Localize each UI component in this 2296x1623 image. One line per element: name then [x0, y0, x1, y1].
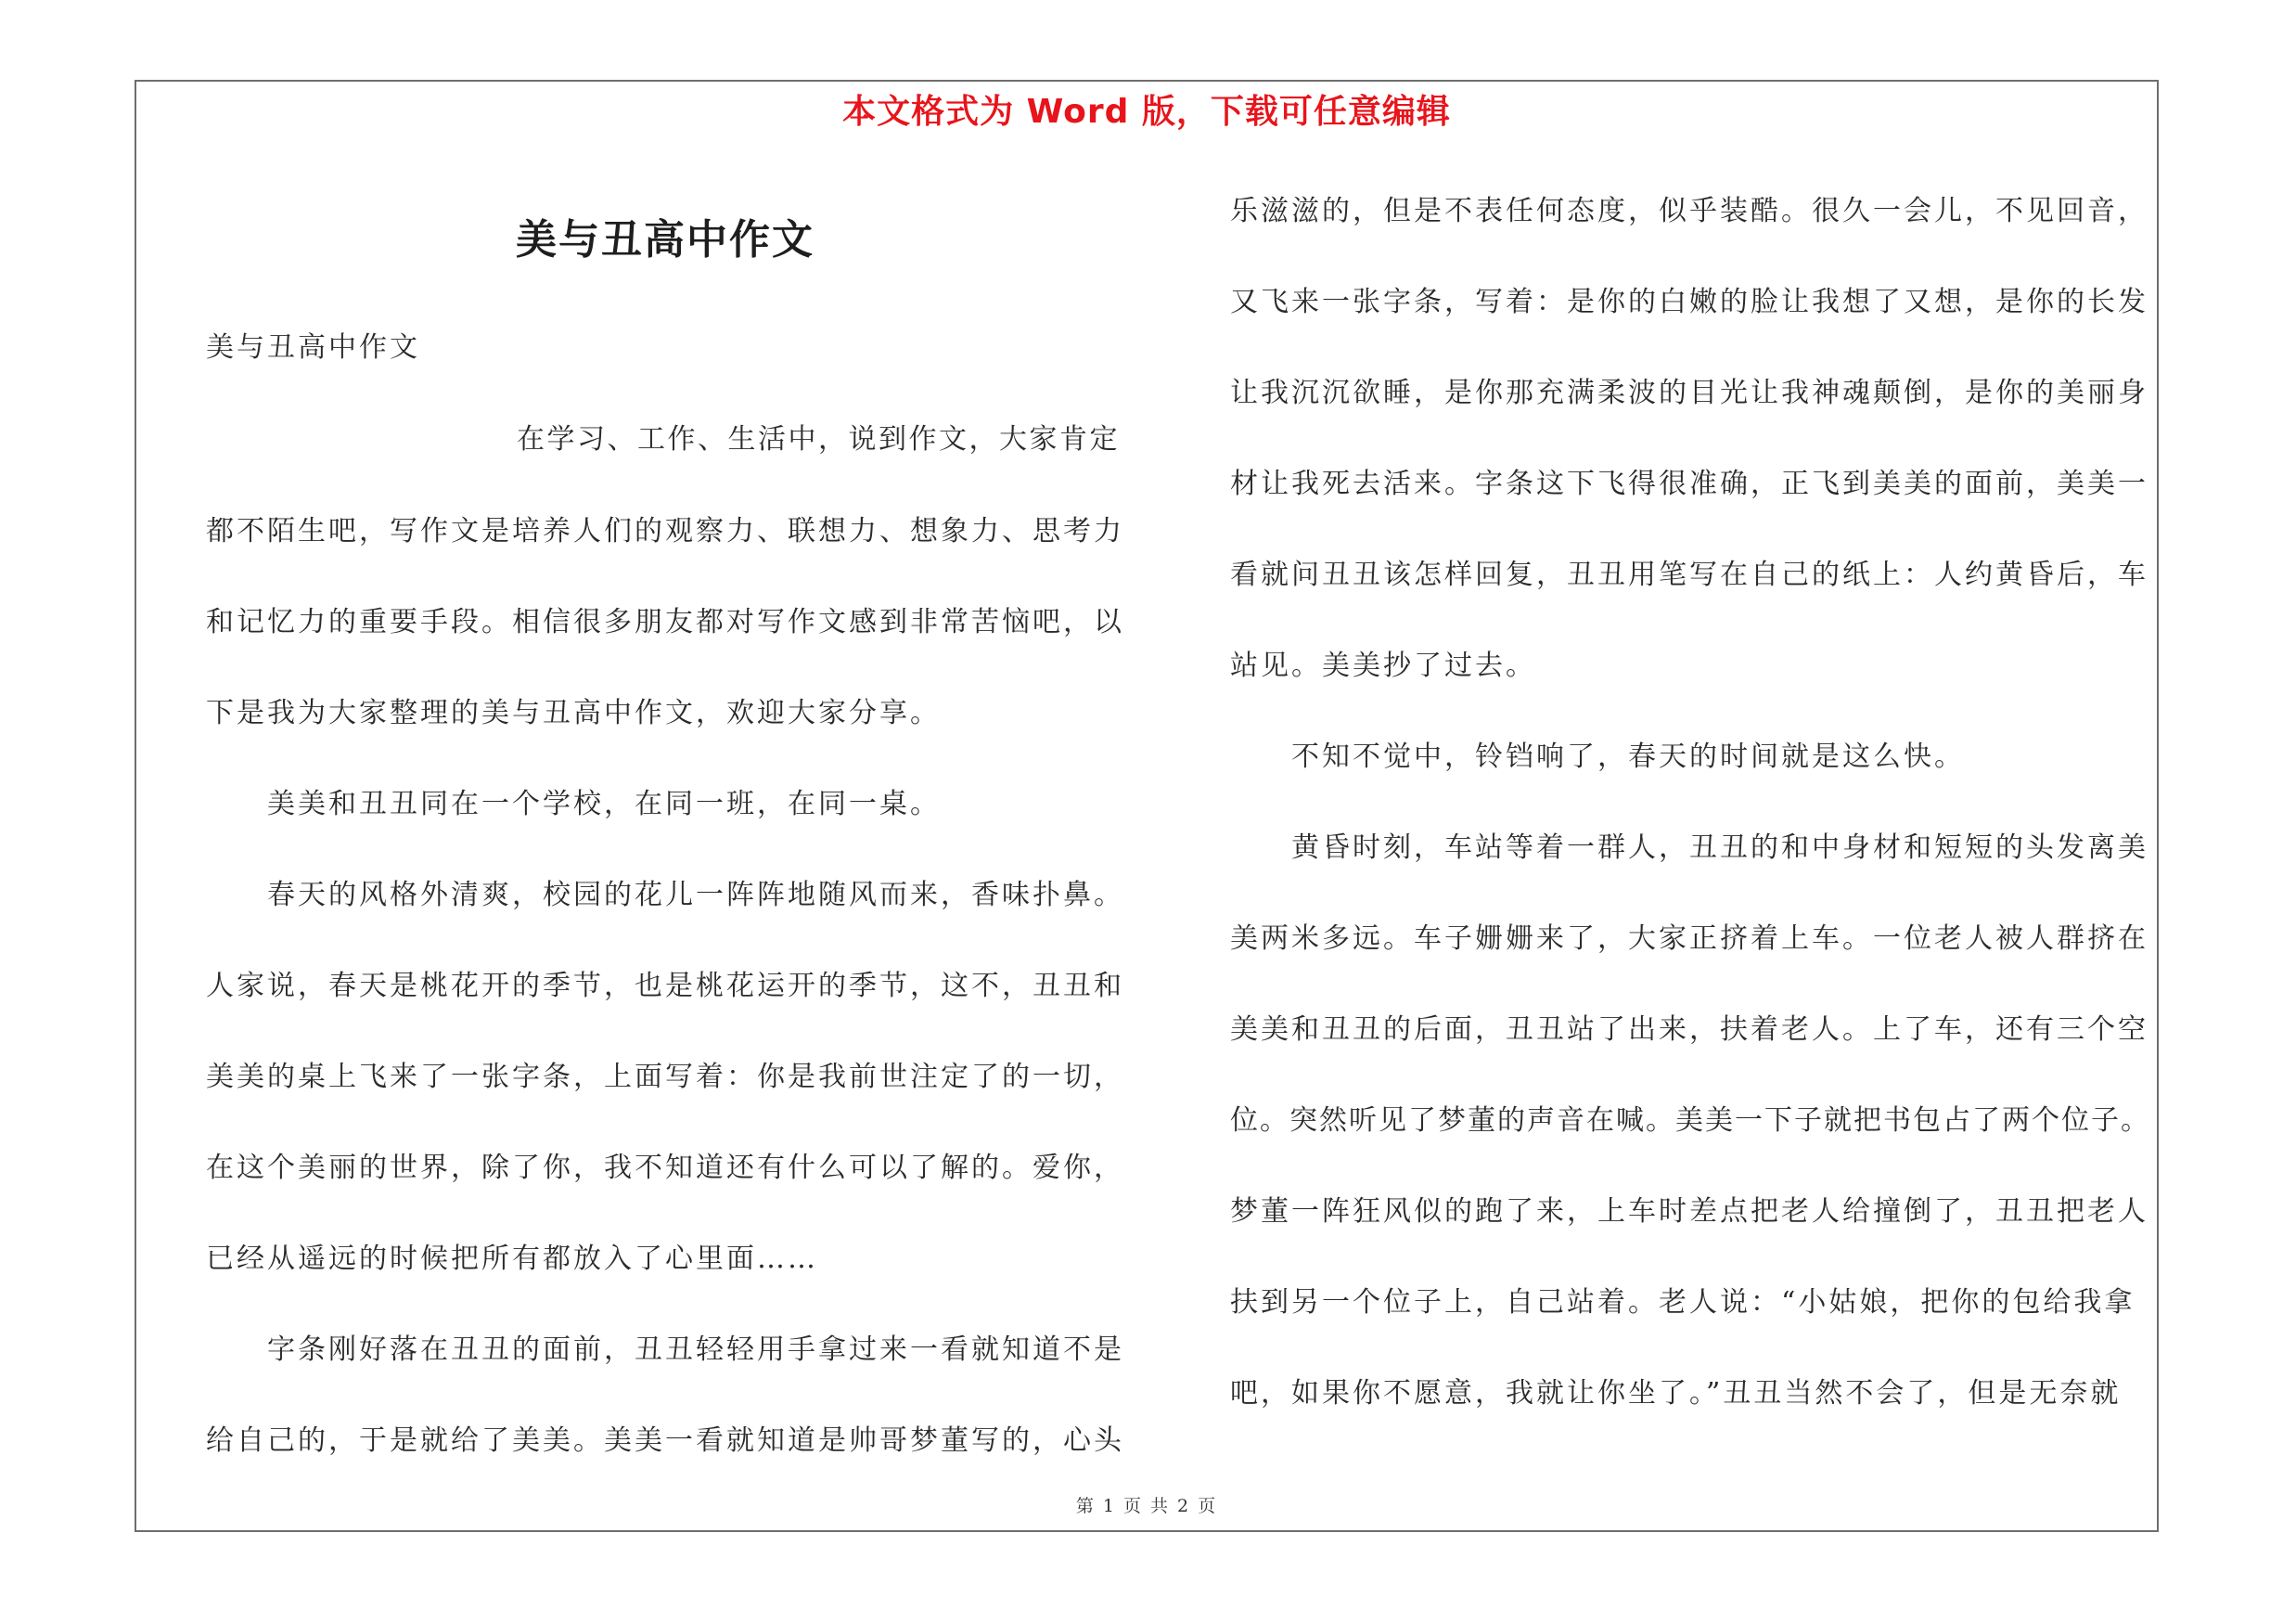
body-line: 看就问丑丑该怎样回复，丑丑用笔写在自己的纸上：人约黄昏后，车 — [1230, 559, 2148, 591]
body-line: 在这个美丽的世界，除了你，我不知道还有什么可以了解的。爱你， — [206, 1152, 1124, 1184]
body-line: 站见。美美抄了过去。 — [1230, 650, 1536, 682]
body-line: 位。突然听见了梦董的声音在喊。美美一下子就把书包占了两个位子。 — [1230, 1104, 2150, 1137]
body-line: 人家说，春天是桃花开的季节，也是桃花运开的季节，这不，丑丑和 — [206, 970, 1124, 1002]
body-line: 字条刚好落在丑丑的面前，丑丑轻轻用手拿过来一看就知道不是 — [267, 1333, 1124, 1366]
document-title: 美与丑高中作文 — [516, 216, 815, 264]
body-line: 美美和丑丑同在一个学校，在同一班，在同一桌。 — [267, 788, 941, 820]
body-line: 已经从遥远的时候把所有都放入了心里面…… — [206, 1243, 818, 1275]
format-banner: 本文格式为 Word 版，下载可任意编辑 — [842, 93, 1451, 131]
body-line: 给自己的，于是就给了美美。美美一看就知道是帅哥梦董写的，心头 — [206, 1424, 1124, 1457]
body-line: 美美和丑丑的后面，丑丑站了出来，扶着老人。上了车，还有三个空 — [1230, 1013, 2148, 1046]
body-line: 乐滋滋的，但是不表任何态度，似乎装酷。很久一会儿，不见回音， — [1230, 195, 2148, 227]
body-line: 吧，如果你不愿意，我就让你坐了。”丑丑当然不会了，但是无奈就 — [1230, 1377, 2122, 1410]
body-line: 黄昏时刻，车站等着一群人，丑丑的和中身材和短短的头发离美 — [1291, 831, 2148, 864]
body-line: 材让我死去活来。字条这下飞得很准确，正飞到美美的面前，美美一 — [1230, 468, 2148, 500]
body-line: 美两米多远。车子姗姗来了，大家正挤着上车。一位老人被人群挤在 — [1230, 922, 2148, 955]
body-line: 都不陌生吧，写作文是培养人们的观察力、联想力、想象力、思考力 — [206, 515, 1124, 547]
body-line: 不知不觉中，铃铛响了，春天的时间就是这么快。 — [1291, 741, 1965, 773]
body-line: 美与丑高中作文 — [206, 331, 420, 364]
body-line: 春天的风格外清爽，校园的花儿一阵阵地随风而来，香味扑鼻。 — [267, 879, 1124, 911]
body-line: 又飞来一张字条，写着：是你的白嫩的脸让我想了又想，是你的长发 — [1230, 286, 2148, 318]
body-line: 和记忆力的重要手段。相信很多朋友都对写作文感到非常苦恼吧，以 — [206, 606, 1124, 638]
page-footer: 第 1 页 共 2 页 — [1075, 1496, 1218, 1516]
body-line: 扶到另一个位子上，自己站着。老人说：“小姑娘，把你的包给我拿 — [1230, 1286, 2136, 1319]
body-line: 在学习、工作、生活中，说到作文，大家肯定 — [517, 423, 1120, 456]
body-line: 美美的桌上飞来了一张字条，上面写着：你是我前世注定了的一切， — [206, 1061, 1124, 1093]
body-line: 下是我为大家整理的美与丑高中作文，欢迎大家分享。 — [206, 697, 941, 729]
body-line: 梦董一阵狂风似的跑了来，上车时差点把老人给撞倒了，丑丑把老人 — [1230, 1195, 2148, 1228]
body-line: 让我沉沉欲睡，是你那充满柔波的目光让我神魂颠倒，是你的美丽身 — [1230, 377, 2148, 409]
